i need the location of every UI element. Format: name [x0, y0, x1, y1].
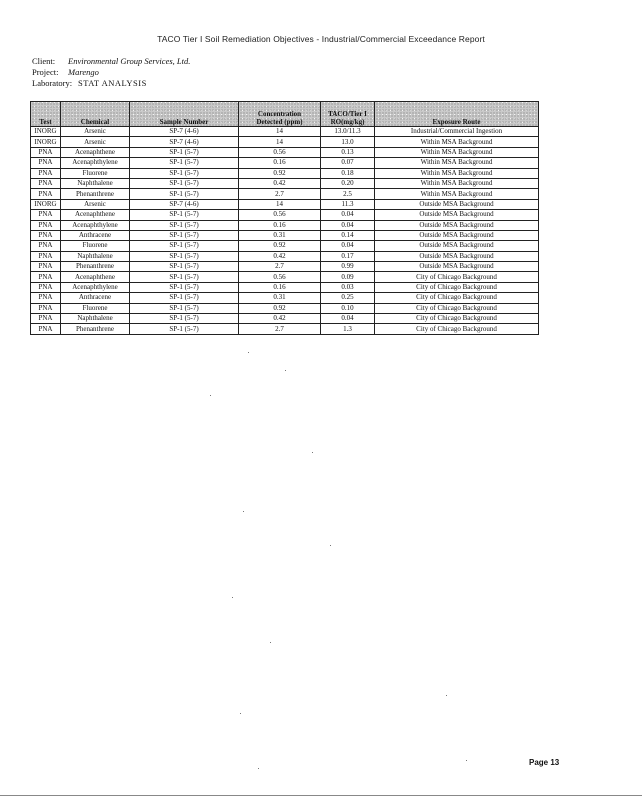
- cell-chemical: Anthracene: [61, 230, 130, 240]
- laboratory-value: STAT ANALYSIS: [78, 78, 147, 88]
- page-number: Page 13: [529, 758, 560, 767]
- table-row: [31, 168, 539, 178]
- cell-taco-ro: 1.3: [321, 324, 375, 334]
- cell-exposure-route: Outside MSA Background: [375, 262, 539, 272]
- table-row: [31, 314, 539, 324]
- cell-taco-ro: 0.13: [321, 147, 375, 157]
- cell-exposure-route: City of Chicago Background: [375, 272, 539, 282]
- cell-test: INORG: [31, 127, 61, 137]
- header-sample-number: Sample Number: [130, 102, 239, 127]
- scan-speck: [243, 511, 244, 512]
- cell-sample-number: SP-1 (5-7): [130, 189, 239, 199]
- cell-chemical: Naphthalene: [61, 178, 130, 188]
- cell-chemical: Acenaphthylene: [61, 220, 130, 230]
- cell-exposure-route: Outside MSA Background: [375, 241, 539, 251]
- scan-speck: [240, 713, 241, 714]
- header-chemical: Chemical: [61, 102, 130, 127]
- cell-taco-ro: 13.0: [321, 137, 375, 147]
- cell-concentration: 0.56: [239, 210, 321, 220]
- cell-sample-number: SP-1 (5-7): [130, 241, 239, 251]
- cell-taco-ro: 2.5: [321, 189, 375, 199]
- table-row: [31, 230, 539, 240]
- cell-chemical: Naphthalene: [61, 251, 130, 261]
- cell-exposure-route: Within MSA Background: [375, 147, 539, 157]
- scan-speck: [270, 642, 271, 643]
- cell-test: PNA: [31, 314, 61, 324]
- table-row: [31, 158, 539, 168]
- scan-speck: [466, 760, 467, 761]
- cell-test: PNA: [31, 178, 61, 188]
- report-meta: [32, 56, 190, 89]
- cell-sample-number: SP-1 (5-7): [130, 210, 239, 220]
- cell-chemical: Arsenic: [61, 199, 130, 209]
- cell-taco-ro: 0.18: [321, 168, 375, 178]
- cell-exposure-route: City of Chicago Background: [375, 282, 539, 292]
- table-row: [31, 282, 539, 292]
- cell-test: PNA: [31, 272, 61, 282]
- cell-sample-number: SP-1 (5-7): [130, 282, 239, 292]
- cell-test: PNA: [31, 158, 61, 168]
- cell-exposure-route: Outside MSA Background: [375, 230, 539, 240]
- cell-chemical: Arsenic: [61, 137, 130, 147]
- cell-exposure-route: City of Chicago Background: [375, 314, 539, 324]
- cell-exposure-route: Outside MSA Background: [375, 199, 539, 209]
- header-concentration: Concentration Detected (ppm): [239, 102, 321, 127]
- cell-test: PNA: [31, 189, 61, 199]
- cell-test: PNA: [31, 241, 61, 251]
- cell-concentration: 0.42: [239, 314, 321, 324]
- client-value: Environmental Group Services, Ltd.: [68, 56, 191, 66]
- cell-taco-ro: 0.10: [321, 303, 375, 313]
- cell-taco-ro: 0.09: [321, 272, 375, 282]
- report-title: TACO Tier I Soil Remediation Objectives - Industrial/Commercial Exceedance Report: [157, 34, 485, 44]
- cell-exposure-route: Within MSA Background: [375, 158, 539, 168]
- cell-concentration: 14: [239, 137, 321, 147]
- table-body: [31, 127, 539, 335]
- table-row: [31, 220, 539, 230]
- table-row: [31, 147, 539, 157]
- cell-taco-ro: 13.0/11.3: [321, 127, 375, 137]
- cell-concentration: 0.42: [239, 251, 321, 261]
- project-label: Project:: [32, 67, 59, 77]
- cell-test: PNA: [31, 230, 61, 240]
- cell-sample-number: SP-1 (5-7): [130, 168, 239, 178]
- cell-chemical: Naphthalene: [61, 314, 130, 324]
- cell-chemical: Fluorene: [61, 168, 130, 178]
- cell-chemical: Anthracene: [61, 293, 130, 303]
- table-row: [31, 293, 539, 303]
- cell-concentration: 0.16: [239, 282, 321, 292]
- scan-speck: [285, 370, 286, 371]
- cell-test: PNA: [31, 303, 61, 313]
- cell-sample-number: SP-1 (5-7): [130, 220, 239, 230]
- cell-sample-number: SP-1 (5-7): [130, 293, 239, 303]
- table-row: [31, 251, 539, 261]
- table-row: [31, 189, 539, 199]
- bottom-rule: [0, 795, 642, 796]
- cell-taco-ro: 0.17: [321, 251, 375, 261]
- table-row: [31, 241, 539, 251]
- cell-exposure-route: Outside MSA Background: [375, 251, 539, 261]
- cell-concentration: 0.31: [239, 230, 321, 240]
- cell-chemical: Acenaphthylene: [61, 282, 130, 292]
- laboratory-label: Laboratory:: [32, 78, 73, 88]
- client-label: Client:: [32, 56, 56, 66]
- cell-concentration: 2.7: [239, 189, 321, 199]
- cell-concentration: 14: [239, 199, 321, 209]
- cell-exposure-route: Within MSA Background: [375, 178, 539, 188]
- cell-taco-ro: 0.04: [321, 220, 375, 230]
- cell-sample-number: SP-7 (4-6): [130, 199, 239, 209]
- client-row: [32, 56, 190, 67]
- cell-sample-number: SP-1 (5-7): [130, 251, 239, 261]
- cell-concentration: 0.92: [239, 168, 321, 178]
- cell-concentration: 0.92: [239, 241, 321, 251]
- table-row: [31, 137, 539, 147]
- cell-sample-number: SP-1 (5-7): [130, 314, 239, 324]
- cell-test: INORG: [31, 199, 61, 209]
- cell-test: INORG: [31, 137, 61, 147]
- cell-chemical: Fluorene: [61, 241, 130, 251]
- table-row: [31, 262, 539, 272]
- cell-taco-ro: 0.14: [321, 230, 375, 240]
- cell-concentration: 14: [239, 127, 321, 137]
- cell-chemical: Acenaphthene: [61, 272, 130, 282]
- cell-taco-ro: 0.25: [321, 293, 375, 303]
- cell-sample-number: SP-1 (5-7): [130, 303, 239, 313]
- cell-taco-ro: 0.04: [321, 241, 375, 251]
- cell-test: PNA: [31, 324, 61, 334]
- cell-concentration: 0.92: [239, 303, 321, 313]
- cell-concentration: 0.31: [239, 293, 321, 303]
- table-row: [31, 199, 539, 209]
- cell-exposure-route: Within MSA Background: [375, 189, 539, 199]
- laboratory-row: [32, 78, 190, 89]
- cell-exposure-route: Within MSA Background: [375, 137, 539, 147]
- cell-sample-number: SP-7 (4-6): [130, 137, 239, 147]
- cell-chemical: Phenanthrene: [61, 262, 130, 272]
- cell-sample-number: SP-1 (5-7): [130, 272, 239, 282]
- cell-sample-number: SP-1 (5-7): [130, 178, 239, 188]
- cell-taco-ro: 0.04: [321, 314, 375, 324]
- cell-taco-ro: 0.04: [321, 210, 375, 220]
- cell-exposure-route: City of Chicago Background: [375, 303, 539, 313]
- cell-concentration: 2.7: [239, 324, 321, 334]
- scan-speck: [312, 452, 313, 453]
- cell-sample-number: SP-1 (5-7): [130, 158, 239, 168]
- cell-test: PNA: [31, 251, 61, 261]
- cell-taco-ro: 11.3: [321, 199, 375, 209]
- cell-taco-ro: 0.20: [321, 178, 375, 188]
- header-test: Test: [31, 102, 61, 127]
- cell-concentration: 0.16: [239, 158, 321, 168]
- cell-concentration: 0.16: [239, 220, 321, 230]
- table-row: [31, 178, 539, 188]
- cell-chemical: Phenanthrene: [61, 189, 130, 199]
- project-row: [32, 67, 190, 78]
- scan-speck: [258, 768, 259, 769]
- table-row: [31, 324, 539, 334]
- cell-exposure-route: Outside MSA Background: [375, 210, 539, 220]
- cell-test: PNA: [31, 293, 61, 303]
- cell-sample-number: SP-1 (5-7): [130, 230, 239, 240]
- cell-test: PNA: [31, 168, 61, 178]
- cell-sample-number: SP-7 (4-6): [130, 127, 239, 137]
- table-row: [31, 210, 539, 220]
- table-row: [31, 303, 539, 313]
- scan-speck: [248, 352, 249, 353]
- cell-concentration: 0.56: [239, 272, 321, 282]
- project-value: Marengo: [68, 67, 99, 77]
- cell-test: PNA: [31, 147, 61, 157]
- table-row: [31, 127, 539, 137]
- cell-test: PNA: [31, 210, 61, 220]
- cell-chemical: Acenaphthene: [61, 147, 130, 157]
- cell-sample-number: SP-1 (5-7): [130, 324, 239, 334]
- cell-taco-ro: 0.07: [321, 158, 375, 168]
- cell-concentration: 2.7: [239, 262, 321, 272]
- cell-chemical: Phenanthrene: [61, 324, 130, 334]
- cell-test: PNA: [31, 262, 61, 272]
- cell-chemical: Fluorene: [61, 303, 130, 313]
- cell-taco-ro: 0.03: [321, 282, 375, 292]
- cell-taco-ro: 0.99: [321, 262, 375, 272]
- table-row: [31, 272, 539, 282]
- cell-exposure-route: Industrial/Commercial Ingestion: [375, 127, 539, 137]
- scan-speck: [210, 395, 211, 396]
- cell-exposure-route: Within MSA Background: [375, 168, 539, 178]
- header-taco-ro: TACO/Tier I RO(mg/kg): [321, 102, 375, 127]
- cell-chemical: Arsenic: [61, 127, 130, 137]
- cell-test: PNA: [31, 282, 61, 292]
- cell-concentration: 0.42: [239, 178, 321, 188]
- cell-concentration: 0.56: [239, 147, 321, 157]
- cell-exposure-route: City of Chicago Background: [375, 324, 539, 334]
- scan-speck: [446, 695, 447, 696]
- table-header-row: [31, 102, 539, 127]
- header-exposure-route: Exposure Route: [375, 102, 539, 127]
- cell-chemical: Acenaphthene: [61, 210, 130, 220]
- scan-speck: [330, 545, 331, 546]
- cell-exposure-route: Outside MSA Background: [375, 220, 539, 230]
- scan-speck: [232, 597, 233, 598]
- exceedance-table: [30, 101, 539, 335]
- cell-sample-number: SP-1 (5-7): [130, 262, 239, 272]
- cell-sample-number: SP-1 (5-7): [130, 147, 239, 157]
- cell-chemical: Acenaphthylene: [61, 158, 130, 168]
- cell-test: PNA: [31, 220, 61, 230]
- cell-exposure-route: City of Chicago Background: [375, 293, 539, 303]
